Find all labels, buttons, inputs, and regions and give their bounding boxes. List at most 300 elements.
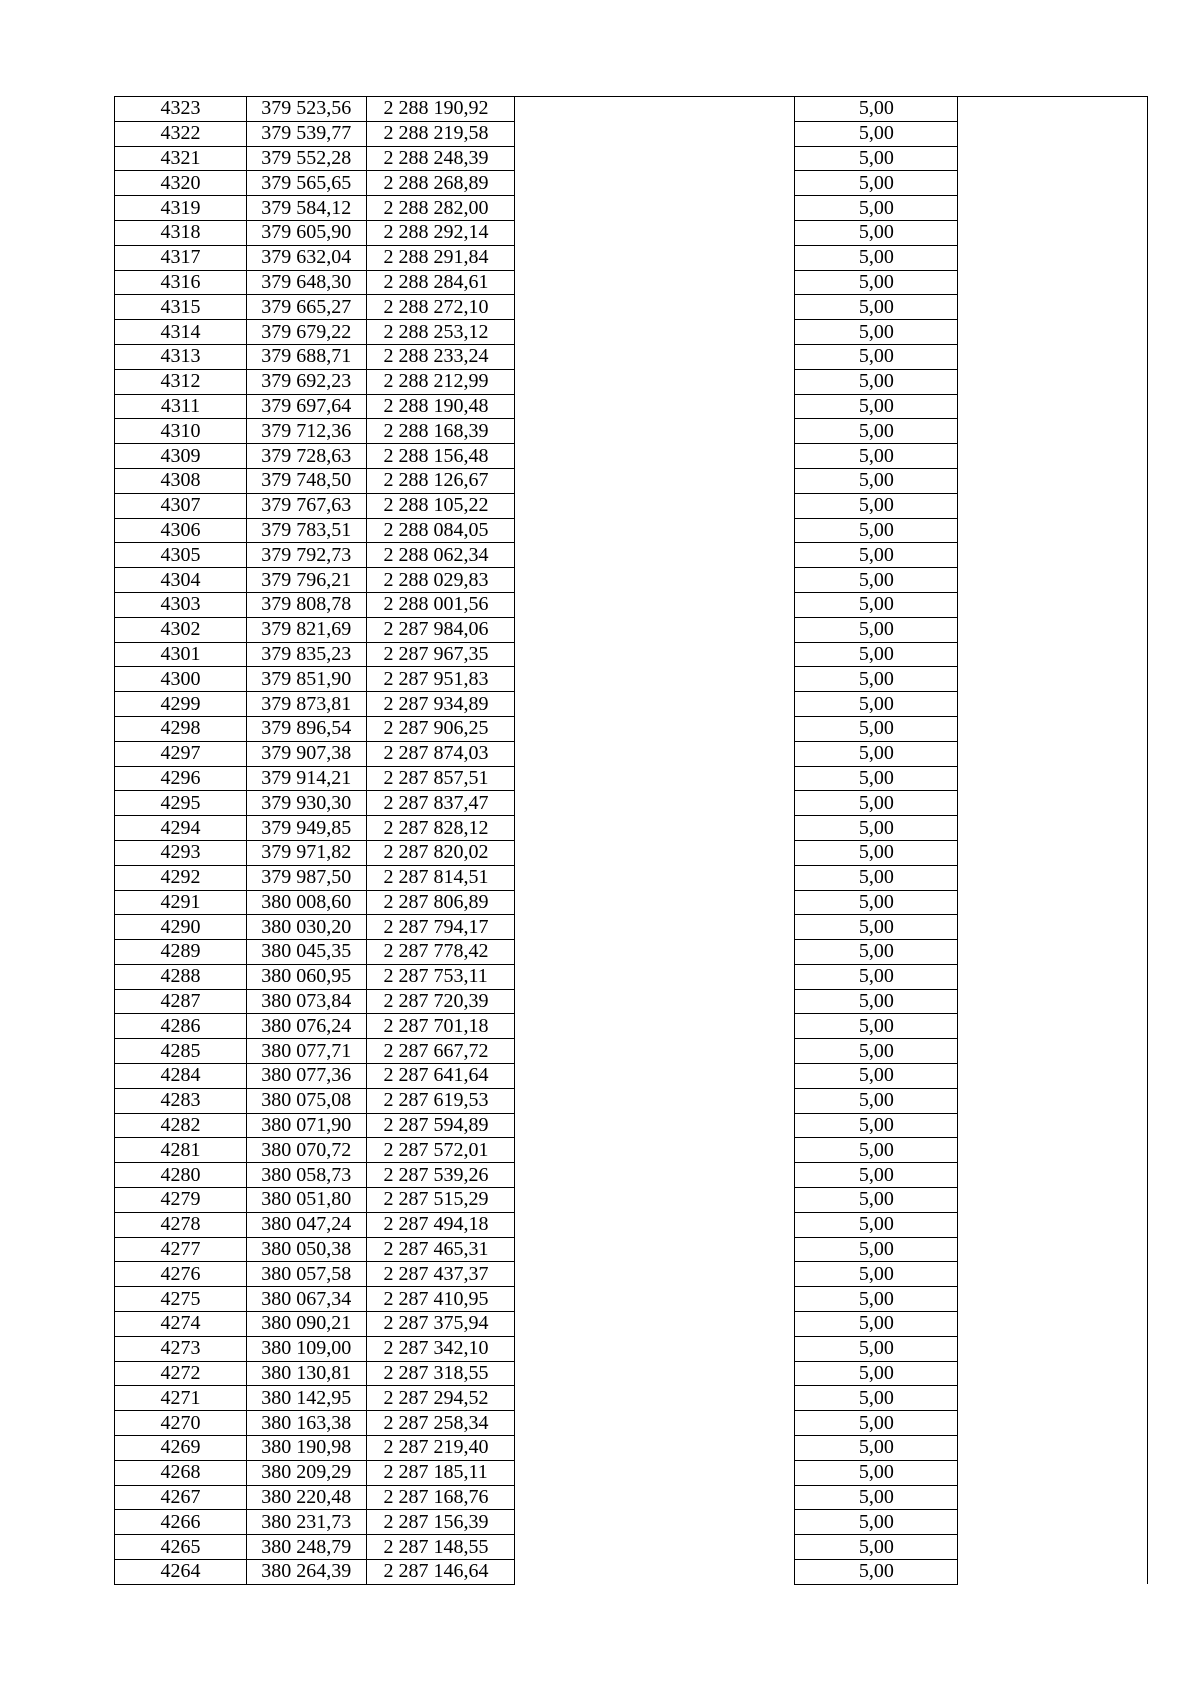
point-number-cell: 4290 <box>115 915 247 940</box>
value-cell: 5,00 <box>795 1336 958 1361</box>
table-row <box>115 295 1148 320</box>
empty-cell <box>514 344 794 369</box>
point-number-cell: 4283 <box>115 1088 247 1113</box>
empty-cell <box>958 419 1148 444</box>
table-row <box>115 1163 1148 1188</box>
empty-cell <box>958 1064 1148 1089</box>
x-coordinate-cell: 380 058,73 <box>246 1163 366 1188</box>
y-coordinate-cell: 2 287 906,25 <box>366 716 514 741</box>
value-cell: 5,00 <box>795 816 958 841</box>
value-cell: 5,00 <box>795 741 958 766</box>
empty-cell <box>958 1361 1148 1386</box>
y-coordinate-cell: 2 287 701,18 <box>366 1014 514 1039</box>
empty-cell <box>958 1510 1148 1535</box>
point-number-cell: 4318 <box>115 220 247 245</box>
empty-cell <box>958 320 1148 345</box>
y-coordinate-cell: 2 287 494,18 <box>366 1212 514 1237</box>
value-cell: 5,00 <box>795 121 958 146</box>
empty-cell <box>514 1535 794 1560</box>
table-row <box>115 816 1148 841</box>
point-number-cell: 4305 <box>115 543 247 568</box>
value-cell: 5,00 <box>795 369 958 394</box>
empty-cell <box>514 642 794 667</box>
table-row <box>115 1237 1148 1262</box>
empty-cell <box>958 220 1148 245</box>
empty-cell <box>514 1088 794 1113</box>
point-number-cell: 4268 <box>115 1460 247 1485</box>
table-row <box>115 394 1148 419</box>
value-cell: 5,00 <box>795 1163 958 1188</box>
point-number-cell: 4309 <box>115 444 247 469</box>
point-number-cell: 4277 <box>115 1237 247 1262</box>
x-coordinate-cell: 379 851,90 <box>246 667 366 692</box>
x-coordinate-cell: 379 539,77 <box>246 121 366 146</box>
empty-cell <box>958 1237 1148 1262</box>
x-coordinate-cell: 380 047,24 <box>246 1212 366 1237</box>
empty-cell <box>514 468 794 493</box>
value-cell: 5,00 <box>795 568 958 593</box>
x-coordinate-cell: 380 030,20 <box>246 915 366 940</box>
empty-cell <box>958 1014 1148 1039</box>
y-coordinate-cell: 2 288 292,14 <box>366 220 514 245</box>
point-number-cell: 4313 <box>115 344 247 369</box>
value-cell: 5,00 <box>795 1138 958 1163</box>
x-coordinate-cell: 380 071,90 <box>246 1113 366 1138</box>
value-cell: 5,00 <box>795 1113 958 1138</box>
table-row <box>115 592 1148 617</box>
y-coordinate-cell: 2 288 248,39 <box>366 146 514 171</box>
empty-cell <box>958 295 1148 320</box>
point-number-cell: 4319 <box>115 196 247 221</box>
empty-cell <box>514 964 794 989</box>
empty-cell <box>958 741 1148 766</box>
table-row <box>115 568 1148 593</box>
empty-cell <box>514 1138 794 1163</box>
empty-cell <box>958 568 1148 593</box>
y-coordinate-cell: 2 287 146,64 <box>366 1560 514 1585</box>
y-coordinate-cell: 2 287 857,51 <box>366 766 514 791</box>
value-cell: 5,00 <box>795 444 958 469</box>
empty-cell <box>958 394 1148 419</box>
table-row <box>115 1535 1148 1560</box>
value-cell: 5,00 <box>795 1212 958 1237</box>
empty-cell <box>514 97 794 122</box>
y-coordinate-cell: 2 287 984,06 <box>366 617 514 642</box>
table-row <box>115 171 1148 196</box>
table-row <box>115 1088 1148 1113</box>
point-number-cell: 4264 <box>115 1560 247 1585</box>
table-row <box>115 468 1148 493</box>
y-coordinate-cell: 2 287 967,35 <box>366 642 514 667</box>
y-coordinate-cell: 2 288 001,56 <box>366 592 514 617</box>
point-number-cell: 4289 <box>115 940 247 965</box>
empty-cell <box>514 1163 794 1188</box>
value-cell: 5,00 <box>795 964 958 989</box>
x-coordinate-cell: 380 051,80 <box>246 1188 366 1213</box>
empty-cell <box>514 1014 794 1039</box>
empty-cell <box>958 1436 1148 1461</box>
x-coordinate-cell: 379 949,85 <box>246 816 366 841</box>
empty-cell <box>958 121 1148 146</box>
table-row <box>115 766 1148 791</box>
y-coordinate-cell: 2 287 572,01 <box>366 1138 514 1163</box>
x-coordinate-cell: 380 073,84 <box>246 989 366 1014</box>
empty-cell <box>958 344 1148 369</box>
empty-cell <box>514 1312 794 1337</box>
x-coordinate-cell: 379 748,50 <box>246 468 366 493</box>
empty-cell <box>958 543 1148 568</box>
empty-cell <box>958 642 1148 667</box>
table-row <box>115 716 1148 741</box>
empty-cell <box>514 1188 794 1213</box>
point-number-cell: 4304 <box>115 568 247 593</box>
value-cell: 5,00 <box>795 989 958 1014</box>
x-coordinate-cell: 379 648,30 <box>246 270 366 295</box>
point-number-cell: 4271 <box>115 1386 247 1411</box>
x-coordinate-cell: 379 697,64 <box>246 394 366 419</box>
x-coordinate-cell: 379 688,71 <box>246 344 366 369</box>
y-coordinate-cell: 2 287 258,34 <box>366 1411 514 1436</box>
table-row <box>115 915 1148 940</box>
point-number-cell: 4280 <box>115 1163 247 1188</box>
table-row <box>115 543 1148 568</box>
table-row <box>115 964 1148 989</box>
point-number-cell: 4296 <box>115 766 247 791</box>
point-number-cell: 4285 <box>115 1039 247 1064</box>
y-coordinate-cell: 2 287 641,64 <box>366 1064 514 1089</box>
point-number-cell: 4281 <box>115 1138 247 1163</box>
point-number-cell: 4287 <box>115 989 247 1014</box>
empty-cell <box>514 1460 794 1485</box>
empty-cell <box>514 1485 794 1510</box>
y-coordinate-cell: 2 288 272,10 <box>366 295 514 320</box>
y-coordinate-cell: 2 288 291,84 <box>366 245 514 270</box>
value-cell: 5,00 <box>795 97 958 122</box>
empty-cell <box>958 592 1148 617</box>
table-row <box>115 121 1148 146</box>
y-coordinate-cell: 2 287 619,53 <box>366 1088 514 1113</box>
empty-cell <box>514 1411 794 1436</box>
empty-cell <box>514 444 794 469</box>
table-row <box>115 1212 1148 1237</box>
table-row <box>115 1436 1148 1461</box>
empty-cell <box>958 1113 1148 1138</box>
table-row <box>115 146 1148 171</box>
y-coordinate-cell: 2 287 874,03 <box>366 741 514 766</box>
point-number-cell: 4299 <box>115 692 247 717</box>
empty-cell <box>514 1336 794 1361</box>
empty-cell <box>514 320 794 345</box>
empty-cell <box>514 369 794 394</box>
value-cell: 5,00 <box>795 419 958 444</box>
table-row <box>115 1188 1148 1213</box>
empty-cell <box>514 617 794 642</box>
value-cell: 5,00 <box>795 270 958 295</box>
empty-cell <box>958 444 1148 469</box>
y-coordinate-cell: 2 287 219,40 <box>366 1436 514 1461</box>
point-number-cell: 4307 <box>115 493 247 518</box>
empty-cell <box>514 245 794 270</box>
y-coordinate-cell: 2 288 156,48 <box>366 444 514 469</box>
table-row <box>115 667 1148 692</box>
value-cell: 5,00 <box>795 1436 958 1461</box>
y-coordinate-cell: 2 288 233,24 <box>366 344 514 369</box>
empty-cell <box>958 1386 1148 1411</box>
point-number-cell: 4282 <box>115 1113 247 1138</box>
y-coordinate-cell: 2 288 168,39 <box>366 419 514 444</box>
x-coordinate-cell: 379 873,81 <box>246 692 366 717</box>
x-coordinate-cell: 379 679,22 <box>246 320 366 345</box>
x-coordinate-cell: 379 767,63 <box>246 493 366 518</box>
x-coordinate-cell: 379 584,12 <box>246 196 366 221</box>
empty-cell <box>958 1411 1148 1436</box>
empty-cell <box>958 964 1148 989</box>
table-row <box>115 196 1148 221</box>
empty-cell <box>514 1039 794 1064</box>
value-cell: 5,00 <box>795 344 958 369</box>
value-cell: 5,00 <box>795 1460 958 1485</box>
empty-cell <box>514 1560 794 1585</box>
point-number-cell: 4275 <box>115 1287 247 1312</box>
table-row <box>115 1510 1148 1535</box>
empty-cell <box>958 667 1148 692</box>
point-number-cell: 4321 <box>115 146 247 171</box>
empty-cell <box>514 1262 794 1287</box>
point-number-cell: 4310 <box>115 419 247 444</box>
value-cell: 5,00 <box>795 617 958 642</box>
x-coordinate-cell: 380 060,95 <box>246 964 366 989</box>
value-cell: 5,00 <box>795 1237 958 1262</box>
y-coordinate-cell: 2 287 156,39 <box>366 1510 514 1535</box>
empty-cell <box>514 1436 794 1461</box>
empty-cell <box>958 518 1148 543</box>
y-coordinate-cell: 2 287 951,83 <box>366 667 514 692</box>
y-coordinate-cell: 2 287 294,52 <box>366 1386 514 1411</box>
value-cell: 5,00 <box>795 1088 958 1113</box>
point-number-cell: 4311 <box>115 394 247 419</box>
point-number-cell: 4292 <box>115 865 247 890</box>
empty-cell <box>958 791 1148 816</box>
empty-cell <box>958 1485 1148 1510</box>
point-number-cell: 4320 <box>115 171 247 196</box>
table-row <box>115 245 1148 270</box>
point-number-cell: 4286 <box>115 1014 247 1039</box>
x-coordinate-cell: 379 971,82 <box>246 840 366 865</box>
empty-cell <box>514 121 794 146</box>
empty-cell <box>958 1312 1148 1337</box>
empty-cell <box>958 766 1148 791</box>
empty-cell <box>514 1237 794 1262</box>
y-coordinate-cell: 2 287 515,29 <box>366 1188 514 1213</box>
x-coordinate-cell: 379 565,65 <box>246 171 366 196</box>
table-row <box>115 1386 1148 1411</box>
empty-cell <box>958 196 1148 221</box>
value-cell: 5,00 <box>795 245 958 270</box>
empty-cell <box>514 419 794 444</box>
y-coordinate-cell: 2 287 837,47 <box>366 791 514 816</box>
y-coordinate-cell: 2 287 820,02 <box>366 840 514 865</box>
x-coordinate-cell: 380 057,58 <box>246 1262 366 1287</box>
empty-cell <box>958 890 1148 915</box>
empty-cell <box>958 1460 1148 1485</box>
value-cell: 5,00 <box>795 493 958 518</box>
value-cell: 5,00 <box>795 1361 958 1386</box>
empty-cell <box>958 716 1148 741</box>
y-coordinate-cell: 2 287 168,76 <box>366 1485 514 1510</box>
point-number-cell: 4295 <box>115 791 247 816</box>
point-number-cell: 4297 <box>115 741 247 766</box>
table-row <box>115 1138 1148 1163</box>
table-row <box>115 1460 1148 1485</box>
empty-cell <box>958 1287 1148 1312</box>
empty-cell <box>514 915 794 940</box>
y-coordinate-cell: 2 288 268,89 <box>366 171 514 196</box>
y-coordinate-cell: 2 287 667,72 <box>366 1039 514 1064</box>
coordinates-table-body <box>115 97 1148 1585</box>
y-coordinate-cell: 2 288 282,00 <box>366 196 514 221</box>
value-cell: 5,00 <box>795 1510 958 1535</box>
empty-cell <box>958 865 1148 890</box>
table-row <box>115 344 1148 369</box>
point-number-cell: 4316 <box>115 270 247 295</box>
value-cell: 5,00 <box>795 791 958 816</box>
value-cell: 5,00 <box>795 716 958 741</box>
x-coordinate-cell: 380 264,39 <box>246 1560 366 1585</box>
x-coordinate-cell: 380 163,38 <box>246 1411 366 1436</box>
value-cell: 5,00 <box>795 1262 958 1287</box>
table-row <box>115 518 1148 543</box>
point-number-cell: 4279 <box>115 1188 247 1213</box>
table-row <box>115 1411 1148 1436</box>
x-coordinate-cell: 379 632,04 <box>246 245 366 270</box>
table-row <box>115 642 1148 667</box>
x-coordinate-cell: 380 077,36 <box>246 1064 366 1089</box>
empty-cell <box>514 146 794 171</box>
empty-cell <box>514 692 794 717</box>
table-row <box>115 1262 1148 1287</box>
empty-cell <box>514 1113 794 1138</box>
empty-cell <box>514 890 794 915</box>
empty-cell <box>958 369 1148 394</box>
empty-cell <box>958 171 1148 196</box>
y-coordinate-cell: 2 288 212,99 <box>366 369 514 394</box>
point-number-cell: 4301 <box>115 642 247 667</box>
table-row <box>115 320 1148 345</box>
empty-cell <box>514 518 794 543</box>
table-row <box>115 419 1148 444</box>
table-row <box>115 617 1148 642</box>
x-coordinate-cell: 380 045,35 <box>246 940 366 965</box>
empty-cell <box>958 692 1148 717</box>
point-number-cell: 4284 <box>115 1064 247 1089</box>
value-cell: 5,00 <box>795 220 958 245</box>
point-number-cell: 4269 <box>115 1436 247 1461</box>
x-coordinate-cell: 379 896,54 <box>246 716 366 741</box>
table-row <box>115 97 1148 122</box>
x-coordinate-cell: 380 076,24 <box>246 1014 366 1039</box>
y-coordinate-cell: 2 287 148,55 <box>366 1535 514 1560</box>
x-coordinate-cell: 379 712,36 <box>246 419 366 444</box>
y-coordinate-cell: 2 287 753,11 <box>366 964 514 989</box>
point-number-cell: 4270 <box>115 1411 247 1436</box>
empty-cell <box>958 1262 1148 1287</box>
y-coordinate-cell: 2 287 794,17 <box>366 915 514 940</box>
table-row <box>115 1560 1148 1585</box>
empty-cell <box>958 1560 1148 1585</box>
empty-cell <box>958 146 1148 171</box>
point-number-cell: 4265 <box>115 1535 247 1560</box>
y-coordinate-cell: 2 288 284,61 <box>366 270 514 295</box>
empty-cell <box>958 468 1148 493</box>
value-cell: 5,00 <box>795 692 958 717</box>
value-cell: 5,00 <box>795 915 958 940</box>
x-coordinate-cell: 380 220,48 <box>246 1485 366 1510</box>
value-cell: 5,00 <box>795 171 958 196</box>
y-coordinate-cell: 2 288 190,92 <box>366 97 514 122</box>
y-coordinate-cell: 2 287 778,42 <box>366 940 514 965</box>
empty-cell <box>514 1287 794 1312</box>
x-coordinate-cell: 380 077,71 <box>246 1039 366 1064</box>
table-row <box>115 1113 1148 1138</box>
empty-cell <box>514 592 794 617</box>
table-row <box>115 989 1148 1014</box>
empty-cell <box>514 196 794 221</box>
empty-cell <box>958 270 1148 295</box>
x-coordinate-cell: 380 008,60 <box>246 890 366 915</box>
point-number-cell: 4293 <box>115 840 247 865</box>
empty-cell <box>958 989 1148 1014</box>
value-cell: 5,00 <box>795 543 958 568</box>
table-row <box>115 270 1148 295</box>
table-row <box>115 1064 1148 1089</box>
y-coordinate-cell: 2 288 219,58 <box>366 121 514 146</box>
empty-cell <box>514 940 794 965</box>
y-coordinate-cell: 2 287 410,95 <box>366 1287 514 1312</box>
y-coordinate-cell: 2 287 465,31 <box>366 1237 514 1262</box>
empty-cell <box>958 840 1148 865</box>
value-cell: 5,00 <box>795 518 958 543</box>
value-cell: 5,00 <box>795 1560 958 1585</box>
table-row <box>115 1361 1148 1386</box>
point-number-cell: 4291 <box>115 890 247 915</box>
value-cell: 5,00 <box>795 1287 958 1312</box>
empty-cell <box>958 1188 1148 1213</box>
y-coordinate-cell: 2 288 105,22 <box>366 493 514 518</box>
point-number-cell: 4274 <box>115 1312 247 1337</box>
value-cell: 5,00 <box>795 1485 958 1510</box>
x-coordinate-cell: 379 605,90 <box>246 220 366 245</box>
table-row <box>115 1336 1148 1361</box>
point-number-cell: 4298 <box>115 716 247 741</box>
empty-cell <box>958 1138 1148 1163</box>
empty-cell <box>514 667 794 692</box>
value-cell: 5,00 <box>795 196 958 221</box>
value-cell: 5,00 <box>795 1535 958 1560</box>
empty-cell <box>958 940 1148 965</box>
empty-cell <box>514 766 794 791</box>
value-cell: 5,00 <box>795 766 958 791</box>
value-cell: 5,00 <box>795 1386 958 1411</box>
x-coordinate-cell: 379 821,69 <box>246 617 366 642</box>
x-coordinate-cell: 379 728,63 <box>246 444 366 469</box>
x-coordinate-cell: 380 070,72 <box>246 1138 366 1163</box>
empty-cell <box>958 97 1148 122</box>
y-coordinate-cell: 2 287 934,89 <box>366 692 514 717</box>
x-coordinate-cell: 380 248,79 <box>246 1535 366 1560</box>
value-cell: 5,00 <box>795 865 958 890</box>
point-number-cell: 4273 <box>115 1336 247 1361</box>
value-cell: 5,00 <box>795 1188 958 1213</box>
